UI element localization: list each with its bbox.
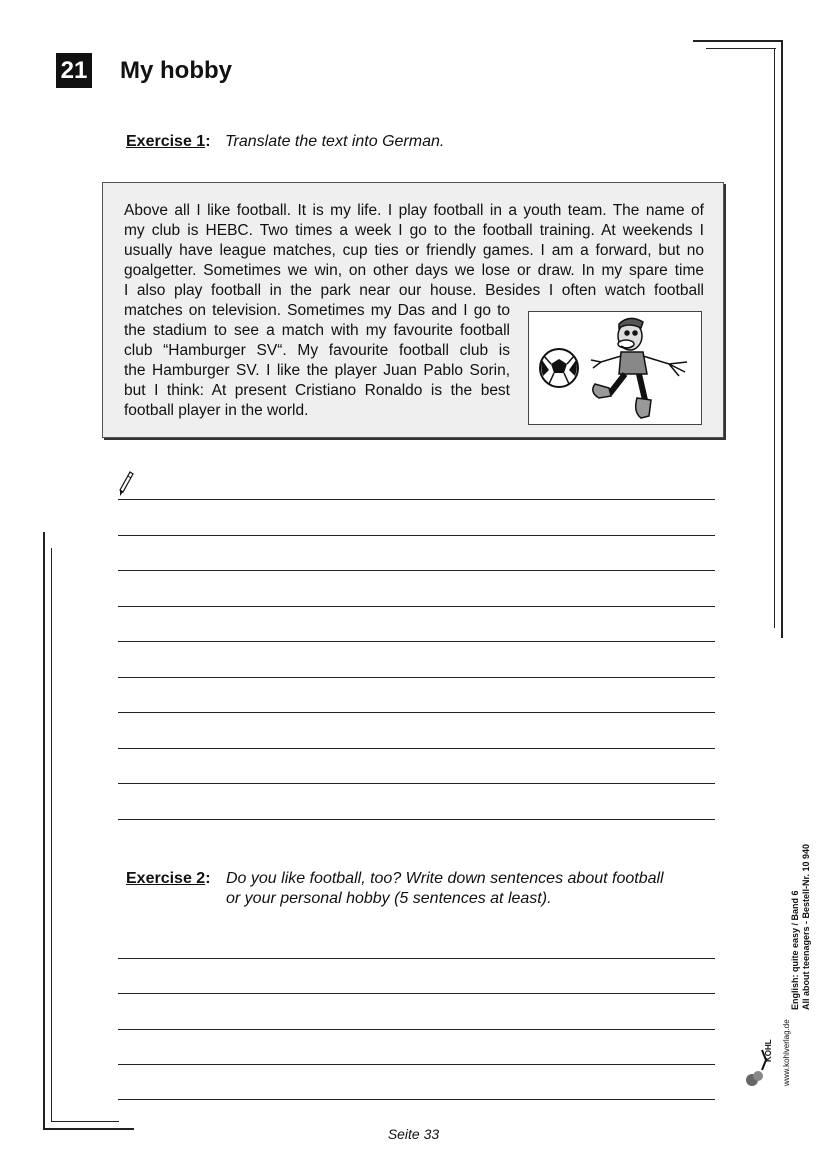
writing-line[interactable] bbox=[118, 641, 715, 642]
exercise-2-instruction bbox=[226, 869, 706, 909]
frame-top-right-horizontal-2 bbox=[706, 48, 776, 49]
exercise-2-label: Exercise 2 bbox=[126, 870, 206, 887]
writing-line[interactable] bbox=[118, 1029, 715, 1030]
exercise-1-colon: : bbox=[205, 133, 211, 150]
publisher-website: www.kohlverlag.de bbox=[782, 1019, 791, 1086]
player-figure bbox=[591, 318, 687, 418]
story-line: Above all I like football. It is my life. I play football in a youth team. The name of bbox=[124, 202, 704, 219]
frame-bottom-left-horizontal-2 bbox=[51, 1121, 119, 1122]
story-line: club “Hamburger SV“. My favourite football club is bbox=[124, 342, 510, 359]
writing-line[interactable] bbox=[118, 783, 715, 784]
writing-line[interactable] bbox=[118, 1064, 715, 1065]
football-icon bbox=[540, 349, 578, 387]
frame-bottom-left-vertical-1 bbox=[43, 532, 45, 1130]
writing-line[interactable] bbox=[118, 993, 715, 994]
imprint-line: All about teenagers - Bestell-Nr. 10 940 bbox=[801, 843, 811, 1010]
exercise-2-colon: : bbox=[205, 870, 211, 887]
exercise-1-heading bbox=[126, 132, 444, 152]
worksheet-number: 21 bbox=[56, 53, 92, 88]
writing-line[interactable] bbox=[118, 499, 715, 500]
frame-top-right-horizontal-1 bbox=[693, 40, 783, 42]
writing-line[interactable] bbox=[118, 1099, 715, 1100]
exercise-2-instruction-line: Do you like football, too? Write down sentences about football bbox=[226, 870, 664, 887]
exercise-1-label: Exercise 1 bbox=[126, 133, 206, 150]
pencil-icon bbox=[117, 470, 135, 498]
story-narrow-block bbox=[124, 301, 510, 421]
story-line: usually have league matches, cup ties or friendly games. I am a forward, but no bbox=[124, 242, 704, 259]
page-title: My hobby bbox=[120, 57, 232, 84]
frame-bottom-left-vertical-2 bbox=[51, 548, 52, 1122]
story-line: goalgetter. Sometimes we win, on other days we lose or draw. In my spare time bbox=[124, 262, 704, 279]
story-line: but I think: At present Cristiano Ronaldo is the best bbox=[124, 382, 510, 399]
exercise-2-instruction-line: or your personal hobby (5 sentences at least). bbox=[226, 890, 552, 907]
football-player-illustration bbox=[528, 311, 702, 425]
writing-line[interactable] bbox=[118, 677, 715, 678]
writing-line[interactable] bbox=[118, 606, 715, 607]
frame-top-right-vertical-2 bbox=[774, 48, 775, 628]
writing-line[interactable] bbox=[118, 535, 715, 536]
writing-line[interactable] bbox=[118, 748, 715, 749]
imprint-line: English: quite easy / Band 6 bbox=[790, 890, 800, 1010]
writing-line[interactable] bbox=[118, 958, 715, 959]
story-line: the stadium to see a match with my favourite football bbox=[124, 322, 510, 339]
exercise-1-instruction: Translate the text into German. bbox=[224, 133, 445, 150]
story-line: matches on television. Sometimes my Das and I go to bbox=[124, 302, 510, 319]
football-player-drawing bbox=[529, 312, 701, 424]
publisher-logo bbox=[742, 1019, 791, 1088]
story-line: the Hamburger SV. I like the player Juan Pablo Sorin, bbox=[124, 362, 510, 379]
writing-line[interactable] bbox=[118, 819, 715, 820]
story-line: my club is HEBC. Two times a week I go to the football training. At weekends I bbox=[124, 222, 704, 239]
exercise-2-heading bbox=[126, 869, 211, 889]
writing-line[interactable] bbox=[118, 570, 715, 571]
story-line: I also play football in the park near our house. Besides I often watch football bbox=[124, 282, 704, 299]
writing-line[interactable] bbox=[118, 712, 715, 713]
publisher-imprint bbox=[790, 790, 812, 1010]
publisher-name: KOHL bbox=[764, 1039, 773, 1062]
story-line: football player in the world. bbox=[124, 402, 309, 419]
page-number: Seite 33 bbox=[387, 1126, 440, 1142]
frame-top-right-vertical-1 bbox=[781, 40, 783, 638]
